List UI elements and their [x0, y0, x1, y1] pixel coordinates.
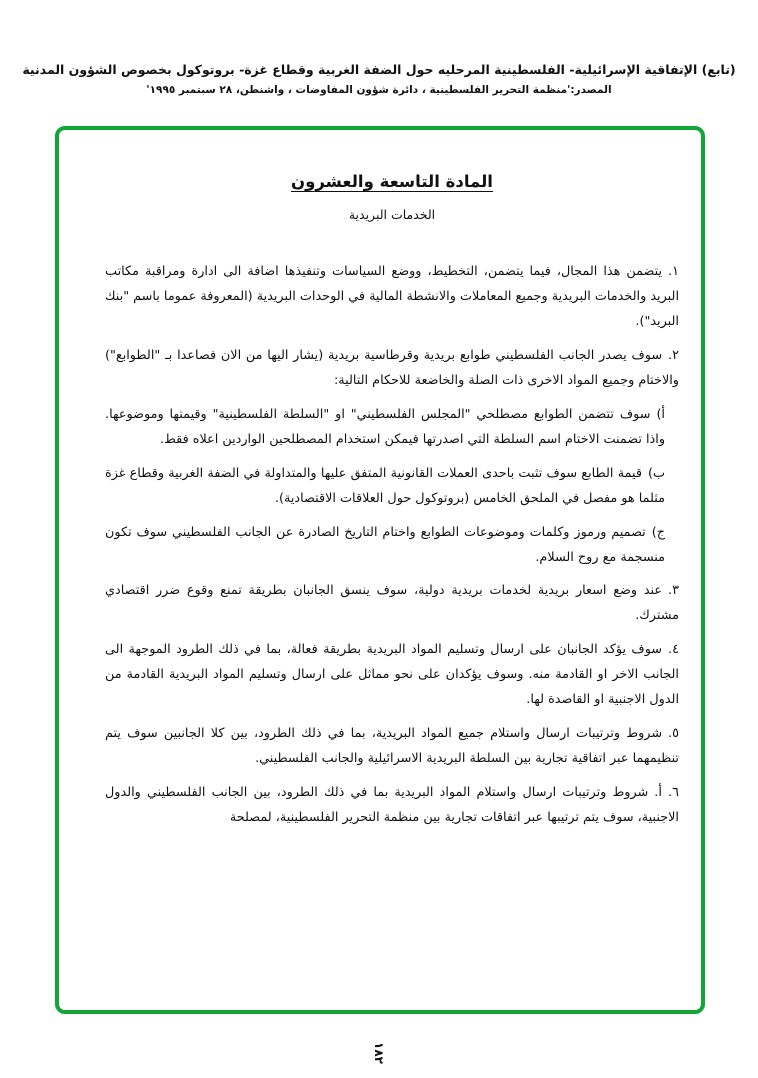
- paragraph-marker: ٥.: [668, 726, 679, 742]
- paragraph-1: [105, 260, 679, 335]
- header-source-line: المصدر:'منظمة التحرير الفلسطينية ، دائرة شؤون المفاوضات ، واشنطن، ٢٨ سبتمبر ١٩٩٥': [146, 84, 612, 96]
- paragraph-2a: [105, 403, 679, 453]
- paragraph-text: تصميم ورموز وكلمات وموضوعات الطوابع واختام التاريخ الصادرة عن الجانب الفلسطيني سوف تكون منسجمة مع روح السلام.: [105, 524, 665, 565]
- paragraph-text: عند وضع اسعار بريدية لخدمات بريدية دولية، سوف ينسق الجانبان بطريقة تمنع وقوع ضرر اقتصادي مشترك.: [105, 583, 679, 624]
- paragraph-marker: ٤.: [668, 642, 679, 658]
- paragraph-2b: [105, 462, 679, 512]
- paragraph-text: شروط وترتيبات ارسال واستلام جميع المواد البريدية، بما في ذلك الطرود، بين كلا الجانبين سوف يتم تنظيمهما عبر اتفاقية تجارية بين السلطة البريدية الاسرائيلية والجانب الفلسطيني.: [105, 726, 679, 767]
- paragraph-marker: ٦. أ.: [654, 785, 679, 801]
- paragraph-marker: ١.: [668, 264, 679, 279]
- paragraph-2: [105, 344, 679, 394]
- paragraph-marker: ج): [651, 524, 665, 540]
- article-title: المادة التاسعة والعشرون: [291, 172, 493, 191]
- document-frame: [55, 126, 705, 1014]
- paragraph-4: [105, 638, 679, 713]
- paragraph-marker: ٣.: [668, 583, 679, 599]
- paragraph-text: سوف يصدر الجانب الفلسطيني طوابع بريدية وقرطاسية بريدية (يشار اليها من الان فصاعدا بـ "الطوابع") والاختام وجميع المواد الاخرى ذات الصلة والخاضعة للاحكام التالية:: [105, 347, 679, 388]
- paragraph-5: [105, 722, 679, 772]
- paragraph-text: سوف يؤكد الجانبان على ارسال وتسليم المواد البريدية بطريقة فعالة، بما في ذلك الطرود الموجهة الى الجانب الاخر او القادمة منه. وسوف يؤكدان على نحو مماثل على ارسال وتسليم المواد البريدية القادمة من الدول الاجنبية او القاصدة لها.: [105, 642, 679, 708]
- article-subtitle: الخدمات البريدية: [348, 207, 436, 222]
- paragraph-marker: ٢.: [668, 347, 679, 363]
- paragraph-marker: أ): [656, 406, 665, 422]
- paragraph-text: سوف تتضمن الطوابع مصطلحي "المجلس الفلسطيني" او "السلطة الفلسطينية" وقيمتها وموضوعها. واذا تضمنت الاختام اسم السلطة التي اصدرتها فيمكن استخدام المصطلحين الواردين اعلاه فقط.: [105, 406, 665, 447]
- paragraph-6: [105, 781, 679, 831]
- paragraph-marker: ب): [647, 465, 665, 481]
- page-number: ١٨٢: [372, 1042, 386, 1064]
- header-title-line: (تابع) الإتفاقية الإسرائيلية- الفلسطينية المرحليه حول الضفة الغربية وقطاع غزة- بروتوكول بخصوص الشؤون المدنية: [22, 62, 736, 77]
- page-header: [0, 62, 758, 96]
- paragraph-3: [105, 579, 679, 629]
- paragraph-text: شروط وترتيبات ارسال واستلام المواد البريدية بما في ذلك الطرود، بين الجانب الفلسطيني والدول الاجنبية، سوف يتم ترتيبها عبر اتفاقات تجارية بين منظمة التحرير الفلسطينية، لمصلحة: [105, 785, 679, 826]
- paragraph-text: يتضمن هذا المجال، فيما يتضمن، التخطيط، ووضع السياسات وتنفيذها اضافة الى ادارة ومراقبة مكاتب البريد والخدمات البريدية وجميع المعاملات والانشطة المالية في الوحدات البريدية (المعروفة عموما باسم "بنك البريد").: [105, 264, 679, 329]
- paragraph-text: قيمة الطابع سوف تثبت باحدى العملات القانونية المتفق عليها والمتداولة في الضفة الغربية وقطاع غزة مثلما هو مفصل في الملحق الخامس (بروتوكول حول العلاقات الاقتصادية).: [105, 465, 665, 506]
- paragraph-2c: [105, 521, 679, 571]
